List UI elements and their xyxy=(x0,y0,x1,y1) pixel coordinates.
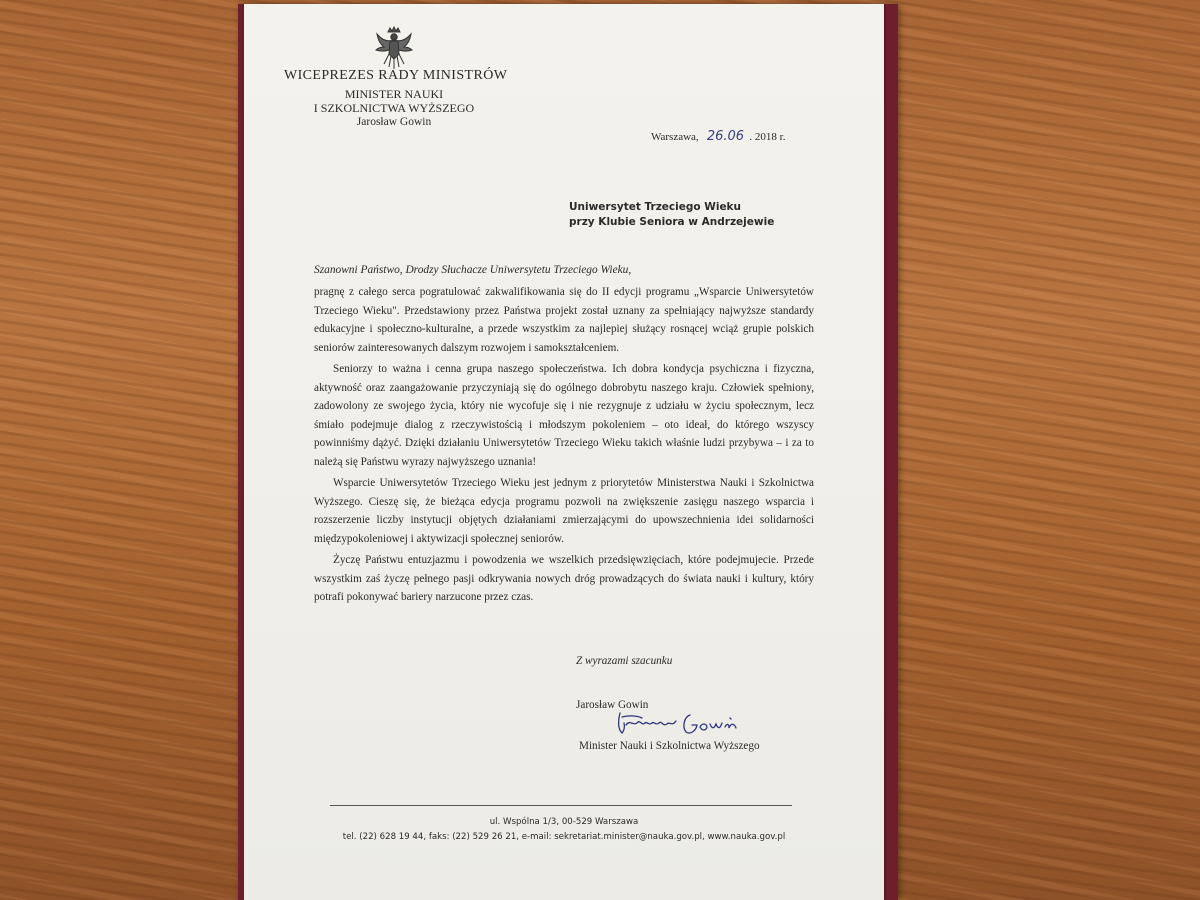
footer-address: ul. Wspólna 1/3, 00-529 Warszawa xyxy=(489,817,639,827)
letterhead-office-cont: I SZKOLNICTWA WYŻSZEGO xyxy=(313,101,475,115)
handwritten-date: 26.06 xyxy=(706,129,745,144)
letter-body xyxy=(314,283,814,610)
handwritten-signature xyxy=(612,709,762,739)
paragraph-3: Wsparcie Uniwersytetów Trzeciego Wieku jest jednym z priorytetów Ministerstwa Nauki i Szkolnictwa Wyższego. Cieszę się, że bieżąca edycja programu pozwoli na zwiększenie zasięgu naszego wsparcia i rozszerzenie liczby instytucji objętych działaniami zmierzającymi do upowszechnienia idei solidarności międzypokoleniowej i aktywizacji społecznej seniorów. xyxy=(314,477,814,545)
letterhead-name: Jarosław Gowin xyxy=(356,116,432,128)
closing-phrase: Z wyrazami szacunku xyxy=(576,655,673,667)
footer-divider xyxy=(330,805,792,806)
signatory-title: Minister Nauki i Szkolnictwa Wyższego xyxy=(579,740,760,752)
letter-page xyxy=(244,4,884,900)
paragraph-4: Życzę Państwu entuzjazmu i powodzenia we wszelkich przedsięwzięciach, które podejmujecie. Przede wszystkim zaś życzę pełnego pasji odkrywania nowych dróg prowadzących do świata nauki i kultury, który potrafi pokonywać bariery narzucone przez czas. xyxy=(314,554,814,603)
dateline-year: . 2018 r. xyxy=(749,131,786,143)
footer-contact: tel. (22) 628 19 44, faks: (22) 529 26 21, e-mail: sekretariat.minister@nauka.gov.pl, www.nauka.gov.pl xyxy=(342,832,786,842)
white-eagle-emblem-icon xyxy=(374,26,414,70)
recipient-block xyxy=(569,200,774,230)
salutation: Szanowni Państwo, Drodzy Słuchacze Uniwersytetu Trzeciego Wieku, xyxy=(314,264,632,276)
recipient-line-2: przy Klubie Seniora w Andrzejewie xyxy=(569,216,775,228)
dateline xyxy=(651,129,785,144)
paragraph-1: pragnę z całego serca pogratulować zakwalifikowania się do II edycji programu „Wsparcie Uniwersytetów Trzeciego Wieku". Przedstawiony przez Państwa projekt został uznany za spełniający najwyższe standardy edukacyjne i społeczno-kulturalne, a przede wszystkim za najlepiej służący rosnącej wciąż grupie polskich seniorów zainteresowanych dalszym rozwojem i samokształceniem. xyxy=(314,286,814,354)
letterhead-title: WICEPREZES RADY MINISTRÓW xyxy=(284,68,508,83)
dateline-city: Warszawa, xyxy=(651,131,699,143)
recipient-line-1: Uniwersytet Trzeciego Wieku xyxy=(569,201,742,213)
letterhead-office: MINISTER NAUKI xyxy=(344,87,444,101)
signatory-name: Jarosław Gowin xyxy=(576,699,649,711)
paragraph-2: Seniorzy to ważna i cenna grupa naszego społeczeństwa. Ich dobra kondycja psychiczna i fizyczna, aktywność oraz zaangażowanie przyczyniają się do ogólnego dobrobytu naszego kraju. Człowiek spełniony, zadowolony ze swojego życia, który nie wycofuje się i nie rezygnuje z udziału w życiu społecznym, lecz śmiało podejmuje dialog z rzeczywistością i młodszym pokoleniem – oto ideał, do którego wszyscy powinniśmy dążyć. Dzięki działaniu Uniwersytetów Trzeciego Wieku takich właśnie ludzi przybywa – i za to należą się Państwu wyrazy najwyższego uznania! xyxy=(314,363,814,468)
